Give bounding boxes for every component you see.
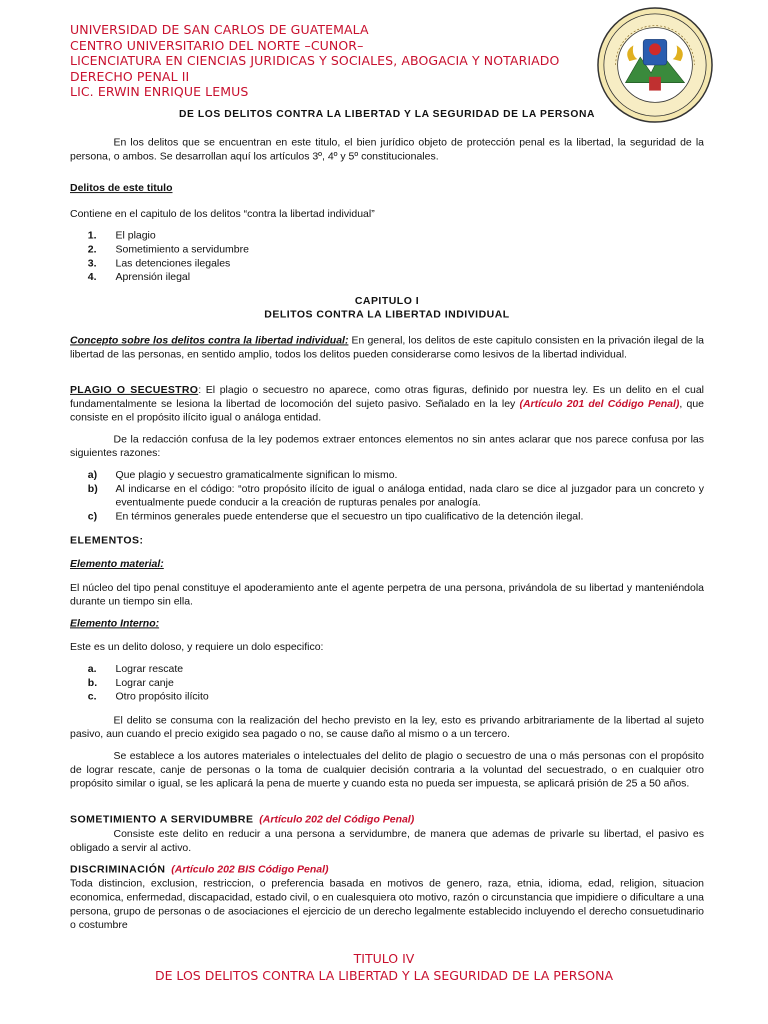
list-text: Las detenciones ilegales <box>115 257 231 270</box>
delitos-list <box>70 229 704 284</box>
header-university: UNIVERSIDAD DE SAN CARLOS DE GUATEMALA <box>70 22 369 37</box>
list-item <box>70 229 704 243</box>
header-degree: LICENCIATURA EN CIENCIAS JURIDICAS Y SOCIALES, ABOGACIA Y NOTARIADO <box>70 53 560 68</box>
interno-paragraph: Este es un delito doloso, y requiere un dolo especifico: <box>70 641 324 654</box>
list-marker: 2. <box>87 243 97 256</box>
header-center: CENTRO UNIVERSITARIO DEL NORTE –CUNOR– <box>70 37 364 53</box>
list-text: El plagio <box>115 229 156 242</box>
list-marker: b) <box>87 482 98 495</box>
list-marker: 1. <box>87 229 97 242</box>
interno-list <box>70 662 704 704</box>
delitos-intro: Contiene en el capitulo de los delitos “contra la libertad individual” <box>70 207 375 220</box>
list-item <box>70 676 704 690</box>
footer-title-number: TITULO IV <box>353 951 415 966</box>
list-item <box>70 270 704 284</box>
concept-lead: Concepto sobre los delitos contra la libertad individual: <box>70 334 349 347</box>
university-seal-icon <box>596 6 714 124</box>
header-professor: LIC. ERWIN ENRIQUE LEMUS <box>70 84 249 99</box>
list-text: Al indicarse en el código: “otro propósito ilícito de igual o análoga entidad, nada claro se dice al juzgador para un concreto y eventualmente puede conducir a la creación de rupturas penales por analogía. <box>115 482 704 509</box>
concept-text: En general, los delitos de este capitulo consisten en la privación ilegal de la libertad de las personas, en sentido amplio, todos los delitos pueden considerarse como lesivos de la libertad individual. <box>70 334 704 361</box>
sometimiento-heading: SOMETIMIENTO A SERVIDUMBRE <box>70 813 254 826</box>
institution-header <box>70 22 559 100</box>
list-marker: a. <box>87 662 97 675</box>
list-marker: b. <box>87 676 98 689</box>
list-item <box>70 690 704 704</box>
header-course: DERECHO PENAL II <box>70 68 190 84</box>
interno-heading: Elemento Interno: <box>70 617 160 630</box>
list-text: Que plagio y secuestro gramaticalmente significan lo mismo. <box>115 469 398 481</box>
list-text: Sometimiento a servidumbre <box>115 243 249 256</box>
material-heading: Elemento material: <box>70 558 164 571</box>
sometimiento-reference: (Artículo 202 del Código Penal) <box>259 813 415 826</box>
list-item <box>70 662 704 676</box>
discriminacion-reference: (Artículo 202 BIS Código Penal) <box>171 863 329 876</box>
list-text: En términos generales puede entenderse que el secuestro un tipo cualificativo de la detención ilegal. <box>115 510 584 523</box>
plagio-reference: (Artículo 201 del Código Penal) <box>519 397 680 410</box>
page-footer <box>0 950 768 984</box>
list-marker: a) <box>87 469 98 481</box>
list-text: Lograr canje <box>115 676 174 689</box>
discriminacion-paragraph: Toda distincion, exclusion, restriccion, o preferencia basada en motivos de genero, raza, etnia, idioma, edad, religion, situacion economica, enfermedad, discapacidad, estado civil, o en cualesquiera oto motivo, razón o circunstancia que impidiere o dificultare a una persona, grupo de personas o de asociaciones el ejercicio de un derecho legalmente establecido incluyendo el derecho consuetudinario o costumbre <box>70 877 704 932</box>
list-marker: c) <box>87 510 98 523</box>
chapter-number: CAPITULO I <box>354 294 420 307</box>
chapter-heading <box>70 294 704 322</box>
chapter-title: DELITOS CONTRA LA LIBERTAD INDIVIDUAL <box>264 308 510 321</box>
footer-title-text: DE LOS DELITOS CONTRA LA LIBERTAD Y LA SEGURIDAD DE LA PERSONA <box>154 968 614 983</box>
list-text: Aprensión ilegal <box>115 271 191 284</box>
razones-list <box>70 468 704 523</box>
document-title: DE LOS DELITOS CONTRA LA LIBERTAD Y LA SEGURIDAD DE LA PERSONA <box>178 108 596 120</box>
delitos-heading: Delitos de este titulo <box>70 182 173 195</box>
list-item <box>70 468 704 482</box>
list-item <box>70 256 704 270</box>
list-item <box>70 510 704 524</box>
list-marker: 4. <box>87 271 97 284</box>
list-item <box>70 243 704 257</box>
discriminacion-heading-line <box>70 863 704 877</box>
list-marker: c. <box>87 690 97 703</box>
plagio-text-b: , que consiste en el propósito ilícito igual o análoga entidad. <box>70 397 705 424</box>
elementos-heading: ELEMENTOS: <box>70 534 144 547</box>
pena-paragraph: Se establece a los autores materiales o intelectuales del delito de plagio o secuestro de una o más personas con el propósito de lograr rescate, canje de personas o la toma de cualquier decisión contraria a la voluntad del secuestrado, o en cualquier otro propósito similar o igual, se les aplicará la pena de muerte y cuando esta no pueda ser impuesta, se aplicará prisión de 25 a 50 años. <box>70 750 704 790</box>
plagio-paragraph <box>70 383 704 425</box>
material-paragraph: El núcleo del tipo penal constituye el apoderamiento ante el agente perpetra de una persona, privándola de su libertad y manteniéndola durante un tiempo sin ella. <box>70 581 704 608</box>
list-text: Otro propósito ilícito <box>115 690 209 703</box>
plagio-heading: PLAGIO O SECUESTRO <box>70 384 199 396</box>
discriminacion-heading: DISCRIMINACIÓN <box>70 863 166 876</box>
consuma-paragraph: El delito se consuma con la realización del hecho previsto en la ley, esto es privando arbitrariamente de la libertad al sujeto pasivo, aun cuando el precio exigido sea pagado o no, se cause daño al mismo o a un tercero. <box>70 714 704 741</box>
list-marker: 3. <box>87 257 97 270</box>
sometimiento-paragraph: Consiste este delito en reducir a una persona a servidumbre, de manera que ademas de privarle su libertad, el pasivo es obligado a servir al activo. <box>70 828 704 854</box>
plagio-text-a: : El plagio o secuestro no aparece, como otras figuras, definido por nuestra ley. Es un delito en el cual fundamentalmente se lesiona la libertad de locomoción del sujeto pasivo. Señalado en la ley <box>70 384 704 410</box>
concept-paragraph <box>70 334 704 362</box>
sometimiento-heading-line <box>70 812 704 826</box>
redaccion-paragraph: De la redacción confusa de la ley podemos extraer entonces elementos no sin antes aclarar que nos parece confusa por las siguientes razones: <box>70 433 704 460</box>
document-body <box>70 108 704 940</box>
list-text: Lograr rescate <box>115 662 184 675</box>
list-item <box>70 482 704 510</box>
intro-paragraph: En los delitos que se encuentran en este titulo, el bien jurídico objeto de protección penal es la libertad, la seguridad de la persona, o ambos. Se desarrollan aquí los artículos 3º, 4º y 5º constitucionales. <box>70 136 704 163</box>
